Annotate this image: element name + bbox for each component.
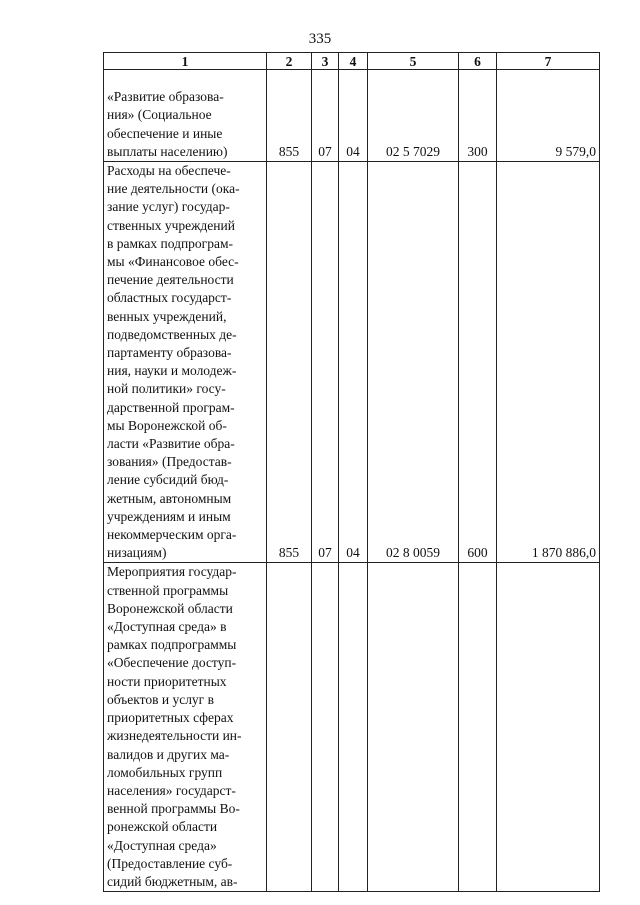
- description-line: ственной программы: [107, 582, 229, 598]
- description-line: приоритетных сферах: [107, 710, 234, 726]
- table-header-row: [104, 53, 600, 70]
- description-line: Мероприятия государ-: [107, 564, 237, 580]
- description-line: ласти «Развитие обра-: [107, 436, 235, 452]
- description-line: областных государст-: [107, 290, 232, 306]
- column-header-5: 5: [368, 53, 459, 70]
- description-line: «Доступная среда»: [107, 837, 217, 853]
- description-line: мы «Финансовое обес-: [107, 254, 239, 270]
- description-line: валидов и других ма-: [107, 746, 230, 762]
- description-line: объектов и услуг в: [107, 691, 214, 707]
- description-line: жизнедеятельности ин-: [107, 728, 242, 744]
- description-line: ной политики» госу-: [107, 381, 226, 397]
- column-header-2: 2: [267, 53, 312, 70]
- description-line: «Развитие образова-: [107, 89, 224, 105]
- description-line: партаменту образова-: [107, 345, 232, 361]
- description-line: ломобильных групп: [107, 764, 223, 780]
- cell-col2: [267, 563, 312, 892]
- budget-table: [103, 52, 600, 892]
- cell-col6: 600: [459, 162, 497, 563]
- description-line: зание услуг) государ-: [107, 199, 230, 215]
- row-description: [104, 162, 267, 563]
- cell-col6: [459, 563, 497, 892]
- cell-col5: 02 5 7029: [368, 70, 459, 162]
- description-line: в рамках подпрограм-: [107, 235, 234, 251]
- description-line: рамках подпрограммы: [107, 637, 237, 653]
- description-line: ние деятельности (ока-: [107, 181, 240, 197]
- description-line: Воронежской области: [107, 600, 233, 616]
- table-row: [104, 162, 600, 563]
- cell-col2: 855: [267, 162, 312, 563]
- description-line: ление субсидий бюд-: [107, 472, 229, 488]
- description-line: ния» (Социальное: [107, 107, 212, 123]
- cell-col4: 04: [339, 162, 368, 563]
- description-line: (Предоставление суб-: [107, 855, 233, 871]
- description-line: дарственной програм-: [107, 399, 235, 415]
- row-description: [104, 563, 267, 892]
- column-header-7: 7: [497, 53, 600, 70]
- cell-col7: 9 579,0: [497, 70, 600, 162]
- column-header-4: 4: [339, 53, 368, 70]
- page-number: 335: [308, 31, 332, 47]
- cell-col5: [368, 563, 459, 892]
- description-line: жетным, автономным: [107, 490, 232, 506]
- column-header-1: 1: [104, 53, 267, 70]
- description-line: «Доступная среда» в: [107, 619, 227, 635]
- cell-col2: 855: [267, 70, 312, 162]
- table-row: [104, 70, 600, 162]
- column-header-6: 6: [459, 53, 497, 70]
- table-row: [104, 563, 600, 892]
- cell-col3: 07: [312, 70, 339, 162]
- description-line: сидий бюджетным, ав-: [107, 873, 238, 889]
- description-line: выплаты населению): [107, 143, 228, 159]
- description-line: населения» государст-: [107, 782, 236, 798]
- row-description: [104, 70, 267, 162]
- description-line: ственных учреждений: [107, 217, 235, 233]
- cell-col5: 02 8 0059: [368, 162, 459, 563]
- description-line: венной программы Во-: [107, 801, 240, 817]
- description-line: ния, науки и молодеж-: [107, 363, 237, 379]
- description-line: Расходы на обеспече-: [107, 163, 231, 178]
- cell-col4: 04: [339, 70, 368, 162]
- description-line: венных учреждений,: [107, 308, 227, 324]
- cell-col7: 1 870 886,0: [497, 162, 600, 563]
- description-line: зования» (Предостав-: [107, 454, 232, 470]
- description-line: подведомственных де-: [107, 326, 237, 342]
- description-line: мы Воронежской об-: [107, 417, 227, 433]
- cell-col6: 300: [459, 70, 497, 162]
- description-line: ности приоритетных: [107, 673, 227, 689]
- description-line: печение деятельности: [107, 272, 234, 288]
- cell-col4: [339, 563, 368, 892]
- description-line: обеспечение и иные: [107, 125, 223, 141]
- cell-col3: [312, 563, 339, 892]
- description-line: некоммерческим орга-: [107, 527, 237, 543]
- cell-col7: [497, 563, 600, 892]
- description-line: низациям): [107, 545, 167, 561]
- description-line: ронежской области: [107, 819, 218, 835]
- description-line: «Обеспечение доступ-: [107, 655, 237, 671]
- description-line: учреждениям и иным: [107, 508, 231, 524]
- cell-col3: 07: [312, 162, 339, 563]
- column-header-3: 3: [312, 53, 339, 70]
